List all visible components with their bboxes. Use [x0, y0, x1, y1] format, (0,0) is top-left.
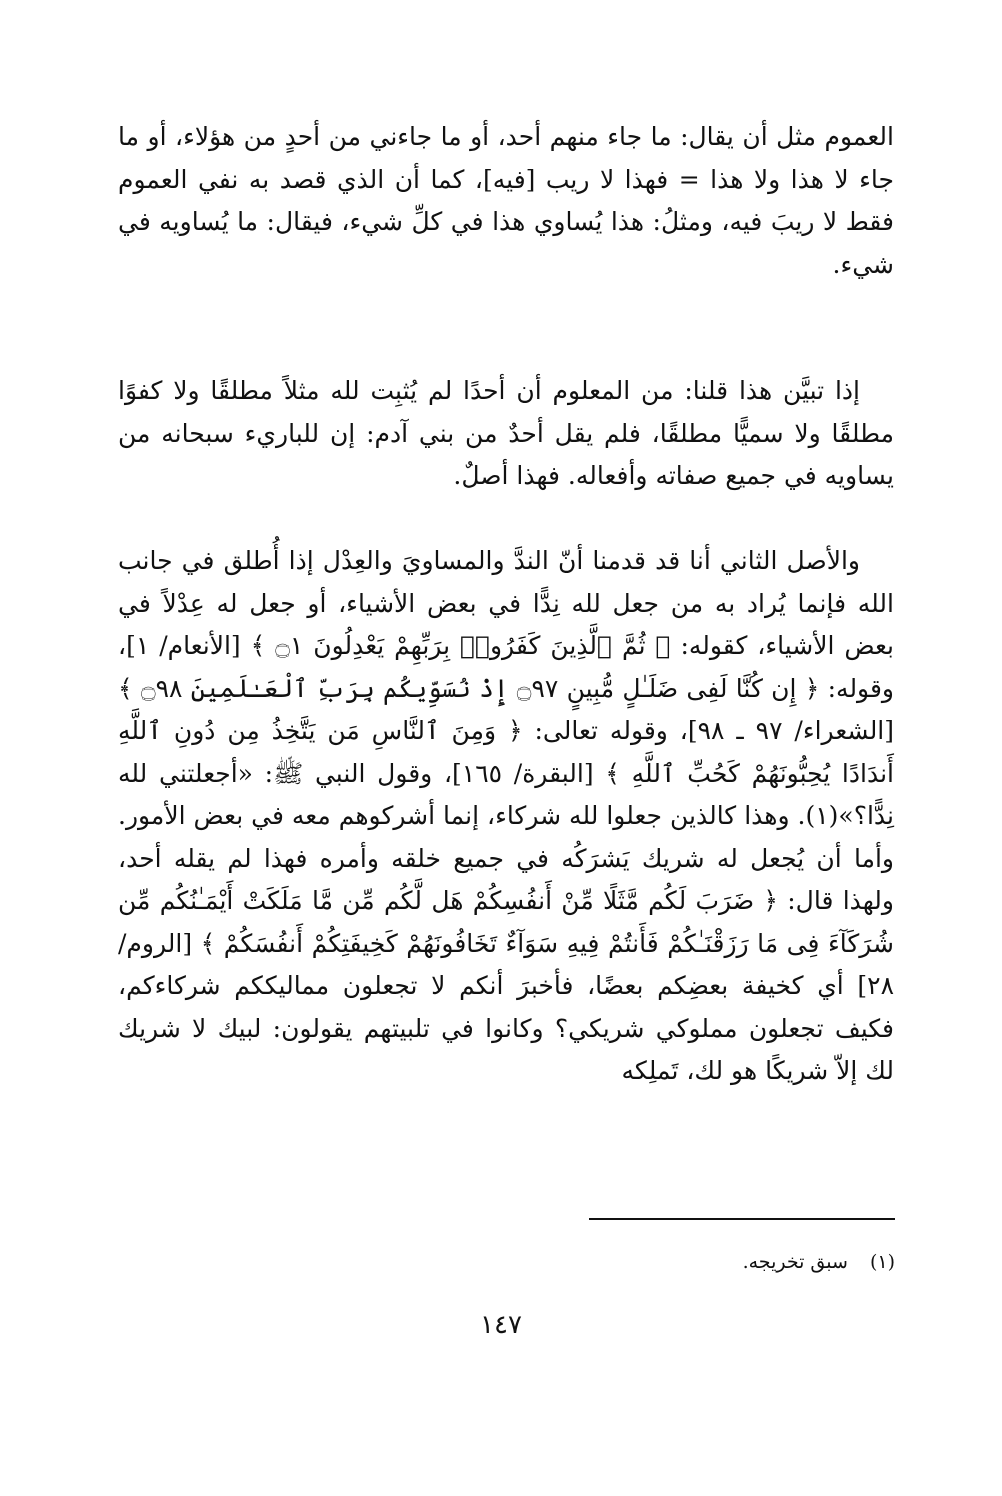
- paragraph-second-principle: [118, 540, 894, 1093]
- footnote-text: سبق تخريجه.: [742, 1251, 848, 1273]
- paragraph-text: إذا تبيَّن هذا قلنا: من المعلوم أن أحدًا لم يُثبِت لله مثلاً مطلقًا ولا كفوًا مطلقًا ولا سميًّا مطلقًا، فلم يقل أحدٌ من بني آدم: إن للباريء سبحانه من يساويه في جميع صفاته وأفعاله. فهذا أصلٌ.: [118, 376, 894, 490]
- footnote-number: (١): [869, 1251, 895, 1273]
- paragraph-text: والأصل الثاني أنا قد قدمنا أنّ الندَّ والمساويَ والعِدْل إذا أُطلق في جانب الله فإنما يُراد به من جعل لله نِدًّا في بعض الأشياء، أو جعل له عِدْلاً في بعض الأشياء، كقوله: ﴿ ثُمَّ ٱلَّذِينَ كَفَرُوا۟ بِرَبِّهِمْ يَعْدِلُونَ ۝١ ﴾ [الأنعام/ ١]، وقوله: ﴿ إِن كُنَّا لَفِى ضَلَـٰلٍ مُّبِينٍ ۝٩٧ إِذْ نُسَوِّيكُم بِرَبِّ ٱلْعَـٰلَمِينَ ۝٩٨ ﴾ [الشعراء/ ٩٧ ـ ٩٨]، وقوله تعالى: ﴿ وَمِنَ ٱلنَّاسِ مَن يَتَّخِذُ مِن دُونِ ٱللَّهِ أَندَادًا يُحِبُّونَهُمْ كَحُبِّ ٱللَّهِ ﴾ [البقرة/ ١٦٥]، وقول النبي ﷺ: «أجعلتني لله نِدًّا؟»(١). وهذا كالذين جعلوا لله شركاء، إنما أشركوهم معه في بعض الأمور. وأما أن يُجعل له شريك يَشرَكُه في جميع خلقه وأمره فهذا لم يقله أحد، ولهذا قال: ﴿ ضَرَبَ لَكُم مَّثَلًا مِّنْ أَنفُسِكُمْ هَل لَّكُم مِّن مَّا مَلَكَتْ أَيْمَـٰنُكُم مِّن شُرَكَآءَ فِى مَا رَزَقْنَـٰكُمْ فَأَنتُمْ فِيهِ سَوَآءٌ تَخَافُونَهُمْ كَخِيفَتِكُمْ أَنفُسَكُمْ ﴾ [الروم/ ٢٨] أي كخيفة بعضِكم بعضًا، فأخبرَ أنكم لا تجعلون مماليككم شركاءكم، فكيف تجعلون مملوكي شريكي؟ وكانوا في تلبيتهم يقولون: لبيك لا شريك لك إلاّ شريكًا هو لك، تَملِكه: [118, 546, 895, 1085]
- paragraph-continuation: العموم مثل أن يقال: ما جاء منهم أحد، أو ما جاءني من أحدٍ من هؤلاء، أو ما جاء لا هذا ولا هذا = فهذا لا ريب [فيه]، كما أن الذي قصد به نفي العموم فقط لا ريبَ فيه، ومثلُ: هذا يُساوي هذا في كلِّ شيء، فيقال: ما يُساويه في شيء.: [118, 122, 894, 279]
- page-number: ١٤٧: [480, 1310, 522, 1340]
- footnote: [500, 1248, 895, 1276]
- footnote-divider: [589, 1218, 895, 1220]
- paragraph-first-principle: [118, 370, 894, 498]
